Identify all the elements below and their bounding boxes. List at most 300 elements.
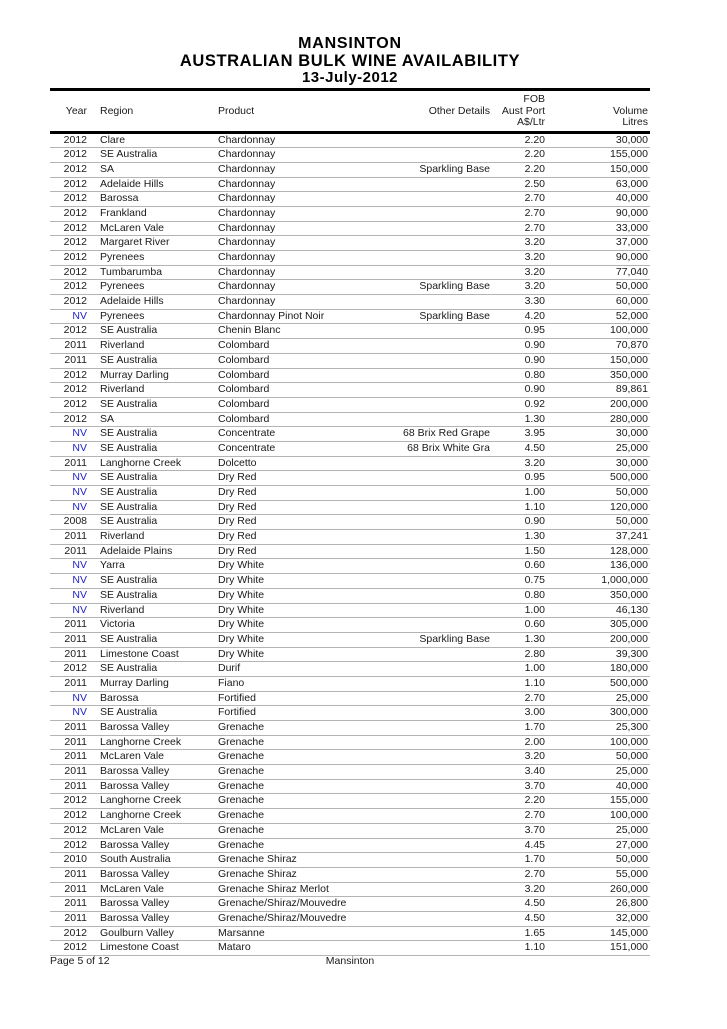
- cell-volume: 77,040: [545, 265, 650, 280]
- cell-other: [368, 823, 490, 838]
- table-row: [50, 280, 650, 295]
- cell-other: [368, 676, 490, 691]
- cell-price: 3.20: [490, 265, 545, 280]
- cell-year: 2011: [50, 456, 87, 471]
- cell-year: 2011: [50, 897, 87, 912]
- cell-product: Dry Red: [218, 486, 368, 501]
- table-row: [50, 603, 650, 618]
- cell-year: 2010: [50, 853, 87, 868]
- cell-volume: 37,000: [545, 236, 650, 251]
- cell-year: 2011: [50, 867, 87, 882]
- cell-price: 3.70: [490, 823, 545, 838]
- cell-year: 2012: [50, 926, 87, 941]
- page-number: Page 5 of 12: [50, 955, 110, 967]
- cell-volume: 500,000: [545, 676, 650, 691]
- cell-product: Chardonnay: [218, 236, 368, 251]
- cell-price: 2.00: [490, 735, 545, 750]
- cell-price: 3.20: [490, 750, 545, 765]
- col-header-volume: Volume Litres: [545, 90, 650, 133]
- cell-year: 2012: [50, 662, 87, 677]
- cell-product: Chardonnay: [218, 206, 368, 221]
- cell-other: [368, 412, 490, 427]
- cell-product: Grenache Shiraz: [218, 853, 368, 868]
- cell-product: Dry Red: [218, 544, 368, 559]
- table-row: [50, 132, 650, 148]
- cell-product: Grenache/Shiraz/Mouvedre: [218, 897, 368, 912]
- cell-year: NV: [50, 309, 87, 324]
- cell-product: Chardonnay: [218, 132, 368, 148]
- cell-other: [368, 911, 490, 926]
- cell-product: Colombard: [218, 397, 368, 412]
- cell-other: 68 Brix Red Grape: [368, 427, 490, 442]
- cell-price: 1.50: [490, 544, 545, 559]
- cell-product: Grenache: [218, 838, 368, 853]
- cell-volume: 39,300: [545, 647, 650, 662]
- cell-volume: 150,000: [545, 353, 650, 368]
- cell-year: 2011: [50, 750, 87, 765]
- cell-year: 2011: [50, 353, 87, 368]
- cell-volume: 30,000: [545, 456, 650, 471]
- cell-volume: 70,870: [545, 339, 650, 354]
- cell-volume: 89,861: [545, 383, 650, 398]
- cell-year: NV: [50, 706, 87, 721]
- cell-region: SE Australia: [87, 427, 218, 442]
- cell-year: 2011: [50, 765, 87, 780]
- cell-price: 0.75: [490, 574, 545, 589]
- table-row: [50, 162, 650, 177]
- cell-other: [368, 706, 490, 721]
- cell-year: NV: [50, 603, 87, 618]
- cell-volume: 260,000: [545, 882, 650, 897]
- cell-product: Grenache Shiraz: [218, 867, 368, 882]
- cell-other: [368, 618, 490, 633]
- cell-region: Adelaide Hills: [87, 295, 218, 310]
- cell-price: 1.10: [490, 941, 545, 956]
- cell-region: Barossa Valley: [87, 721, 218, 736]
- cell-volume: 50,000: [545, 750, 650, 765]
- cell-other: Sparkling Base: [368, 162, 490, 177]
- cell-region: Riverland: [87, 383, 218, 398]
- cell-year: 2012: [50, 251, 87, 266]
- cell-product: Grenache/Shiraz/Mouvedre: [218, 911, 368, 926]
- cell-other: [368, 192, 490, 207]
- cell-price: 4.50: [490, 911, 545, 926]
- cell-other: [368, 765, 490, 780]
- cell-region: Langhorne Creek: [87, 794, 218, 809]
- cell-product: Colombard: [218, 412, 368, 427]
- cell-volume: 200,000: [545, 397, 650, 412]
- table-row: [50, 809, 650, 824]
- cell-other: [368, 471, 490, 486]
- table-row: [50, 486, 650, 501]
- cell-other: [368, 691, 490, 706]
- cell-region: Pyrenees: [87, 309, 218, 324]
- cell-price: 2.20: [490, 162, 545, 177]
- cell-price: 3.00: [490, 706, 545, 721]
- cell-volume: 52,000: [545, 309, 650, 324]
- cell-volume: 27,000: [545, 838, 650, 853]
- table-row: [50, 559, 650, 574]
- cell-product: Grenache: [218, 779, 368, 794]
- cell-price: 1.10: [490, 676, 545, 691]
- cell-product: Chenin Blanc: [218, 324, 368, 339]
- table-row: [50, 691, 650, 706]
- cell-product: Grenache: [218, 750, 368, 765]
- cell-product: Fortified: [218, 706, 368, 721]
- cell-price: 2.20: [490, 132, 545, 148]
- table-row: [50, 662, 650, 677]
- cell-region: Tumbarumba: [87, 265, 218, 280]
- cell-year: 2012: [50, 941, 87, 956]
- table-row: [50, 412, 650, 427]
- cell-product: Dry Red: [218, 500, 368, 515]
- table-row: [50, 206, 650, 221]
- cell-region: SE Australia: [87, 662, 218, 677]
- cell-year: 2012: [50, 265, 87, 280]
- cell-volume: 300,000: [545, 706, 650, 721]
- table-row: [50, 632, 650, 647]
- cell-volume: 120,000: [545, 500, 650, 515]
- cell-product: Colombard: [218, 353, 368, 368]
- cell-other: [368, 221, 490, 236]
- cell-other: [368, 530, 490, 545]
- cell-region: SE Australia: [87, 500, 218, 515]
- cell-other: Sparkling Base: [368, 280, 490, 295]
- cell-price: 2.70: [490, 809, 545, 824]
- cell-product: Grenache: [218, 765, 368, 780]
- cell-volume: 50,000: [545, 280, 650, 295]
- cell-year: 2012: [50, 206, 87, 221]
- table-row: [50, 353, 650, 368]
- table-row: [50, 265, 650, 280]
- cell-price: 2.70: [490, 867, 545, 882]
- cell-volume: 50,000: [545, 853, 650, 868]
- cell-region: McLaren Vale: [87, 221, 218, 236]
- cell-region: SE Australia: [87, 324, 218, 339]
- cell-product: Fortified: [218, 691, 368, 706]
- cell-region: SA: [87, 412, 218, 427]
- cell-region: Murray Darling: [87, 368, 218, 383]
- cell-other: [368, 515, 490, 530]
- cell-year: 2012: [50, 221, 87, 236]
- cell-year: 2012: [50, 838, 87, 853]
- cell-product: Grenache: [218, 823, 368, 838]
- cell-region: Langhorne Creek: [87, 735, 218, 750]
- cell-price: 1.70: [490, 853, 545, 868]
- table-row: [50, 647, 650, 662]
- cell-price: 2.70: [490, 192, 545, 207]
- cell-region: SE Australia: [87, 706, 218, 721]
- cell-product: Colombard: [218, 368, 368, 383]
- cell-other: [368, 588, 490, 603]
- cell-other: [368, 265, 490, 280]
- cell-other: Sparkling Base: [368, 309, 490, 324]
- table-row: [50, 368, 650, 383]
- cell-product: Dry Red: [218, 471, 368, 486]
- cell-product: Grenache: [218, 735, 368, 750]
- cell-price: 0.90: [490, 515, 545, 530]
- cell-product: Grenache: [218, 794, 368, 809]
- table-row: [50, 500, 650, 515]
- cell-region: Riverland: [87, 339, 218, 354]
- cell-other: [368, 368, 490, 383]
- cell-price: 3.70: [490, 779, 545, 794]
- cell-region: McLaren Vale: [87, 882, 218, 897]
- table-row: [50, 823, 650, 838]
- cell-volume: 305,000: [545, 618, 650, 633]
- cell-volume: 128,000: [545, 544, 650, 559]
- cell-volume: 46,130: [545, 603, 650, 618]
- cell-price: 3.20: [490, 456, 545, 471]
- cell-region: Riverland: [87, 530, 218, 545]
- cell-volume: 1,000,000: [545, 574, 650, 589]
- cell-price: 3.95: [490, 427, 545, 442]
- cell-other: [368, 794, 490, 809]
- report-company-title: MANSINTON: [298, 35, 402, 52]
- cell-region: Barossa Valley: [87, 838, 218, 853]
- cell-other: [368, 295, 490, 310]
- cell-year: 2012: [50, 412, 87, 427]
- cell-volume: 150,000: [545, 162, 650, 177]
- cell-product: Chardonnay: [218, 177, 368, 192]
- cell-region: Adelaide Hills: [87, 177, 218, 192]
- cell-price: 0.95: [490, 324, 545, 339]
- cell-product: Durif: [218, 662, 368, 677]
- report-date: 13-July-2012: [301, 69, 399, 86]
- cell-product: Chardonnay: [218, 265, 368, 280]
- table-row: [50, 177, 650, 192]
- cell-region: SE Australia: [87, 588, 218, 603]
- table-row: [50, 765, 650, 780]
- cell-year: 2012: [50, 177, 87, 192]
- table-row: [50, 397, 650, 412]
- cell-other: [368, 132, 490, 148]
- table-header-row: [50, 90, 650, 133]
- cell-year: NV: [50, 574, 87, 589]
- table-row: [50, 735, 650, 750]
- cell-product: Chardonnay: [218, 280, 368, 295]
- cell-volume: 30,000: [545, 132, 650, 148]
- cell-year: 2012: [50, 162, 87, 177]
- cell-product: Chardonnay: [218, 251, 368, 266]
- cell-other: [368, 236, 490, 251]
- cell-other: [368, 324, 490, 339]
- cell-other: [368, 809, 490, 824]
- cell-other: [368, 926, 490, 941]
- cell-year: NV: [50, 441, 87, 456]
- cell-product: Chardonnay Pinot Noir: [218, 309, 368, 324]
- cell-region: Yarra: [87, 559, 218, 574]
- cell-price: 1.30: [490, 530, 545, 545]
- cell-volume: 60,000: [545, 295, 650, 310]
- cell-price: 0.95: [490, 471, 545, 486]
- cell-volume: 63,000: [545, 177, 650, 192]
- table-row: [50, 324, 650, 339]
- cell-price: 3.20: [490, 251, 545, 266]
- cell-region: SA: [87, 162, 218, 177]
- cell-region: Frankland: [87, 206, 218, 221]
- cell-product: Chardonnay: [218, 295, 368, 310]
- table-header: [50, 90, 650, 133]
- cell-product: Dry White: [218, 574, 368, 589]
- cell-volume: 155,000: [545, 794, 650, 809]
- cell-region: Barossa Valley: [87, 867, 218, 882]
- cell-product: Dry White: [218, 559, 368, 574]
- table-row: [50, 838, 650, 853]
- table-row: [50, 251, 650, 266]
- cell-volume: 25,000: [545, 765, 650, 780]
- cell-region: Pyrenees: [87, 251, 218, 266]
- cell-other: [368, 574, 490, 589]
- cell-volume: 500,000: [545, 471, 650, 486]
- cell-price: 1.30: [490, 412, 545, 427]
- cell-year: 2012: [50, 295, 87, 310]
- table-row: [50, 882, 650, 897]
- cell-region: Barossa Valley: [87, 765, 218, 780]
- cell-region: Limestone Coast: [87, 941, 218, 956]
- cell-product: Dolcetto: [218, 456, 368, 471]
- cell-region: Barossa Valley: [87, 779, 218, 794]
- cell-price: 0.92: [490, 397, 545, 412]
- table-row: [50, 339, 650, 354]
- cell-other: [368, 941, 490, 956]
- availability-table-container: [50, 88, 650, 956]
- report-header: [50, 36, 650, 85]
- cell-product: Fiano: [218, 676, 368, 691]
- cell-other: [368, 544, 490, 559]
- cell-product: Dry Red: [218, 515, 368, 530]
- cell-price: 2.80: [490, 647, 545, 662]
- table-row: [50, 706, 650, 721]
- cell-other: [368, 339, 490, 354]
- cell-volume: 350,000: [545, 368, 650, 383]
- cell-price: 2.50: [490, 177, 545, 192]
- cell-region: Barossa Valley: [87, 911, 218, 926]
- cell-region: SE Australia: [87, 515, 218, 530]
- cell-region: Murray Darling: [87, 676, 218, 691]
- cell-price: 4.45: [490, 838, 545, 853]
- cell-region: SE Australia: [87, 397, 218, 412]
- table-row: [50, 779, 650, 794]
- cell-product: Dry White: [218, 647, 368, 662]
- cell-year: NV: [50, 500, 87, 515]
- cell-volume: 151,000: [545, 941, 650, 956]
- table-row: [50, 721, 650, 736]
- cell-volume: 200,000: [545, 632, 650, 647]
- cell-product: Chardonnay: [218, 192, 368, 207]
- cell-region: SE Australia: [87, 486, 218, 501]
- cell-other: [368, 148, 490, 163]
- cell-price: 2.20: [490, 794, 545, 809]
- table-row: [50, 148, 650, 163]
- cell-product: Grenache Shiraz Merlot: [218, 882, 368, 897]
- cell-year: 2012: [50, 397, 87, 412]
- cell-year: NV: [50, 588, 87, 603]
- cell-year: NV: [50, 691, 87, 706]
- cell-volume: 25,300: [545, 721, 650, 736]
- cell-volume: 37,241: [545, 530, 650, 545]
- cell-product: Concentrate: [218, 441, 368, 456]
- table-row: [50, 456, 650, 471]
- cell-year: 2012: [50, 148, 87, 163]
- cell-product: Chardonnay: [218, 148, 368, 163]
- table-row: [50, 867, 650, 882]
- cell-volume: 145,000: [545, 926, 650, 941]
- cell-product: Chardonnay: [218, 221, 368, 236]
- cell-year: 2011: [50, 676, 87, 691]
- table-row: [50, 221, 650, 236]
- cell-price: 0.80: [490, 588, 545, 603]
- cell-price: 0.60: [490, 618, 545, 633]
- cell-price: 3.30: [490, 295, 545, 310]
- cell-price: 0.80: [490, 368, 545, 383]
- cell-region: Riverland: [87, 603, 218, 618]
- cell-region: Goulburn Valley: [87, 926, 218, 941]
- cell-region: SE Australia: [87, 353, 218, 368]
- cell-region: McLaren Vale: [87, 750, 218, 765]
- cell-year: 2011: [50, 530, 87, 545]
- footer-company-name: Mansinton: [325, 955, 375, 967]
- cell-year: 2011: [50, 721, 87, 736]
- col-header-other: Other Details: [368, 90, 490, 133]
- cell-other: [368, 721, 490, 736]
- cell-region: Pyrenees: [87, 280, 218, 295]
- cell-product: Colombard: [218, 383, 368, 398]
- cell-year: 2012: [50, 132, 87, 148]
- cell-product: Concentrate: [218, 427, 368, 442]
- cell-other: [368, 838, 490, 853]
- cell-product: Dry White: [218, 588, 368, 603]
- cell-product: Chardonnay: [218, 162, 368, 177]
- cell-region: Barossa: [87, 192, 218, 207]
- cell-region: SE Australia: [87, 471, 218, 486]
- cell-volume: 25,000: [545, 691, 650, 706]
- cell-price: 1.10: [490, 500, 545, 515]
- cell-other: [368, 735, 490, 750]
- cell-region: Adelaide Plains: [87, 544, 218, 559]
- cell-product: Colombard: [218, 339, 368, 354]
- cell-price: 3.20: [490, 236, 545, 251]
- cell-price: 4.50: [490, 897, 545, 912]
- table-row: [50, 926, 650, 941]
- cell-year: 2012: [50, 192, 87, 207]
- col-header-fob: FOB Aust Port A$/Ltr: [490, 90, 545, 133]
- cell-other: [368, 662, 490, 677]
- cell-price: 1.00: [490, 662, 545, 677]
- cell-year: 2011: [50, 618, 87, 633]
- table-row: [50, 441, 650, 456]
- cell-price: 3.20: [490, 882, 545, 897]
- table-row: [50, 897, 650, 912]
- cell-volume: 100,000: [545, 809, 650, 824]
- cell-product: Grenache: [218, 721, 368, 736]
- cell-year: 2011: [50, 339, 87, 354]
- cell-price: 1.70: [490, 721, 545, 736]
- table-body: [50, 132, 650, 956]
- cell-volume: 90,000: [545, 251, 650, 266]
- col-header-year: Year: [50, 90, 87, 133]
- cell-year: 2011: [50, 544, 87, 559]
- cell-region: Clare: [87, 132, 218, 148]
- cell-volume: 25,000: [545, 823, 650, 838]
- cell-other: [368, 853, 490, 868]
- table-row: [50, 471, 650, 486]
- cell-volume: 26,800: [545, 897, 650, 912]
- cell-region: Langhorne Creek: [87, 456, 218, 471]
- cell-volume: 350,000: [545, 588, 650, 603]
- cell-other: [368, 779, 490, 794]
- cell-other: [368, 603, 490, 618]
